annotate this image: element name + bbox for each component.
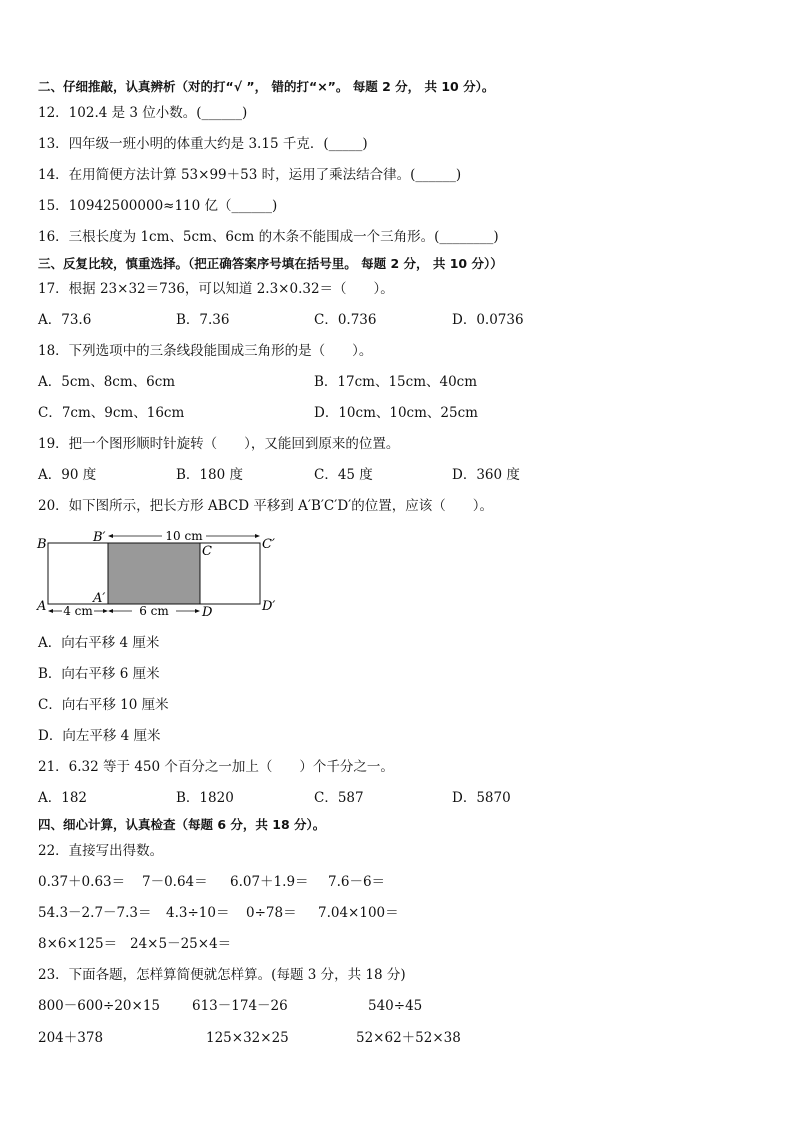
dim-mid-arrow-r	[195, 609, 200, 613]
section2-heading: 二、仔细推敲，认真辨析（对的打“√ ”， 错的打“×”。 每题 2 分， 共 10 分）。	[38, 79, 495, 94]
translation-figure	[34, 526, 294, 620]
label-mid-len: 6 cm	[139, 604, 169, 618]
q18-option-a: A．5cm、8cm、6cm	[38, 374, 176, 390]
calc-item: 6.07＋1.9＝	[230, 874, 309, 890]
question-15: 15．10942500000≈110 亿（______)	[38, 198, 278, 214]
calc-item: 52×62＋52×38	[356, 1030, 461, 1046]
calc-item: 540÷45	[368, 998, 423, 1014]
calc-item: 800－600÷20×15	[38, 998, 161, 1014]
question-21-stem: 21．6.32 等于 450 个百分之一加上（ ）个千分之一。	[38, 759, 394, 775]
calc-item: 0.37＋0.63＝	[38, 874, 126, 890]
question-22-stem: 22．直接写出得数。	[38, 843, 164, 859]
label-top-len: 10 cm	[165, 529, 203, 543]
q19-option-c: C．45 度	[314, 467, 373, 483]
section4-heading: 四、细心计算，认真检查（每题 6 分，共 18 分）。	[38, 817, 326, 832]
shaded-overlap	[108, 543, 200, 604]
calc-item: 4.3÷10＝	[166, 905, 230, 921]
q21-option-b: B．1820	[176, 790, 234, 806]
q17-option-b: B．7.36	[176, 312, 230, 328]
calc-item: 125×32×25	[206, 1030, 289, 1046]
q18-option-d: D．10cm、10cm、25cm	[314, 405, 478, 421]
label-a: A	[37, 599, 47, 614]
question-23-stem: 23．下面各题，怎样算简便就怎样算。(每题 3 分，共 18 分)	[38, 967, 406, 983]
calc-item: 24×5－25×4＝	[130, 936, 232, 952]
q19-option-a: A．90 度	[38, 467, 97, 483]
calc-item: 7－0.64＝	[142, 874, 208, 890]
label-left-len: 4 cm	[63, 604, 93, 618]
question-20-stem: 20．如下图所示，把长方形 ABCD 平移到 A′B′C′D′的位置，应该（ ）。	[38, 498, 493, 514]
q20-option-d: D．向左平移 4 厘米	[38, 728, 161, 744]
dim-left-arrow-r	[103, 609, 108, 613]
label-d-prime: D′	[262, 599, 276, 614]
dim-top-arrow-left	[108, 534, 113, 538]
label-a-prime: A′	[93, 591, 106, 606]
label-c: C	[202, 544, 212, 559]
q17-option-c: C．0.736	[314, 312, 377, 328]
question-19-stem: 19．把一个图形顺时针旋转（ ），又能回到原来的位置。	[38, 436, 400, 452]
label-c-prime: C′	[262, 537, 275, 552]
calc-item: 204＋378	[38, 1030, 104, 1046]
q18-option-b: B．17cm、15cm、40cm	[314, 374, 478, 390]
calc-item: 8×6×125＝	[38, 936, 118, 952]
question-17-stem: 17．根据 23×32＝736，可以知道 2.3×0.32＝（ ）。	[38, 281, 394, 297]
question-13: 13．四年级一班小明的体重大约是 3.15 千克．(_____)	[38, 136, 368, 152]
q20-option-b: B．向右平移 6 厘米	[38, 666, 160, 682]
calc-item: 54.3－2.7－7.3＝	[38, 905, 152, 921]
label-b: B	[37, 537, 47, 552]
q17-option-d: D．0.0736	[452, 312, 524, 328]
q20-option-c: C．向右平移 10 厘米	[38, 697, 169, 713]
question-12: 12．102.4 是 3 位小数。(______)	[38, 105, 248, 121]
label-b-prime: B′	[93, 530, 106, 545]
dim-top-arrow-right	[255, 534, 260, 538]
question-14: 14．在用简便方法计算 53×99＋53 时，运用了乘法结合律。(______)	[38, 167, 462, 183]
q19-option-d: D．360 度	[452, 467, 520, 483]
q21-option-c: C．587	[314, 790, 364, 806]
calc-item: 613－174－26	[192, 998, 288, 1014]
q21-option-d: D．5870	[452, 790, 511, 806]
q17-option-a: A．73.6	[38, 312, 92, 328]
calc-item: 7.6－6＝	[328, 874, 386, 890]
calc-item: 7.04×100＝	[318, 905, 399, 921]
q20-option-a: A．向右平移 4 厘米	[38, 635, 160, 651]
label-d: D	[202, 605, 213, 620]
dim-left-arrow-l	[48, 609, 53, 613]
q19-option-b: B．180 度	[176, 467, 243, 483]
section3-heading: 三、反复比较，慎重选择。（把正确答案序号填在括号里。 每题 2 分， 共 10 分））	[38, 256, 503, 271]
q18-option-c: C．7cm、9cm、16cm	[38, 405, 185, 421]
dim-mid-arrow-l	[108, 609, 113, 613]
question-18-stem: 18．下列选项中的三条线段能围成三角形的是（ ）。	[38, 343, 373, 359]
q21-option-a: A．182	[38, 790, 88, 806]
question-16: 16．三根长度为 1cm、5cm、6cm 的木条不能围成一个三角形。(________)	[38, 229, 499, 245]
calc-item: 0÷78＝	[246, 905, 297, 921]
